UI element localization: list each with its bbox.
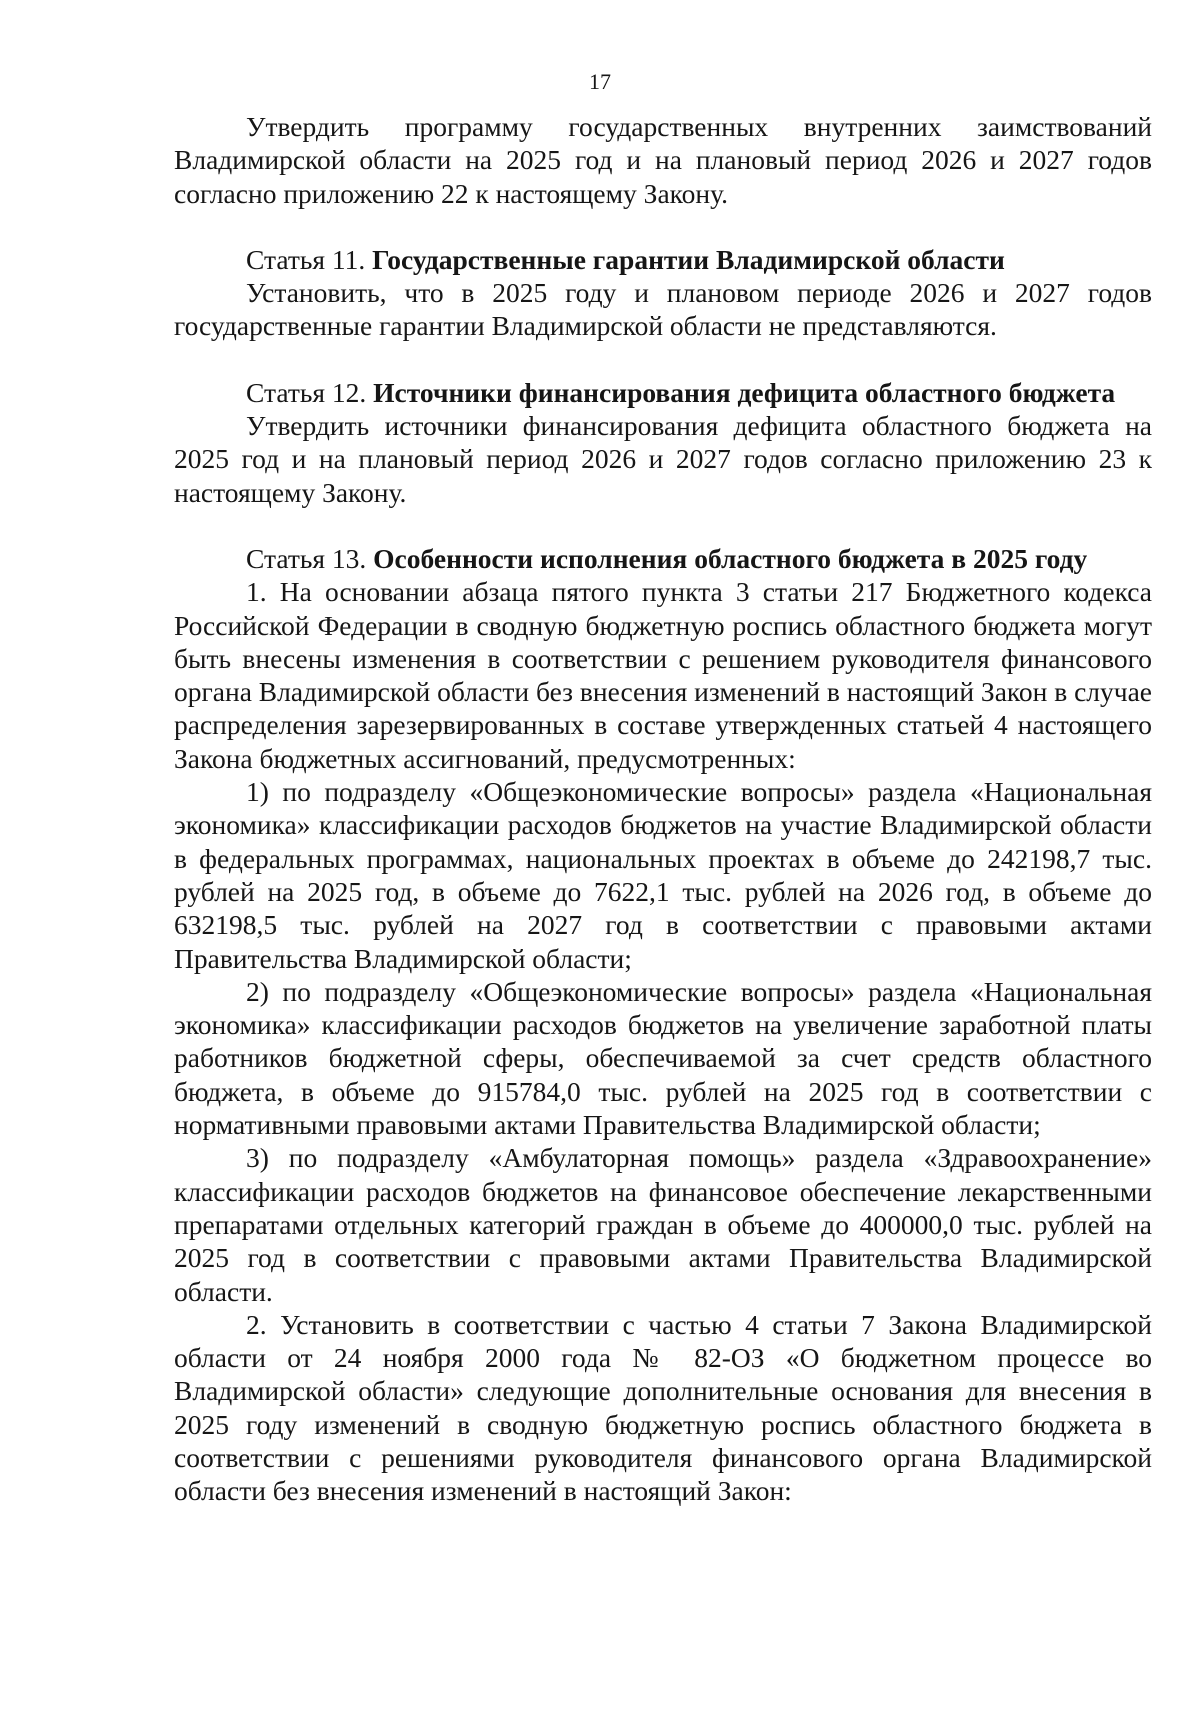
article-12-heading — [174, 376, 1152, 409]
article-13-item-3: 3) по подразделу «Амбулаторная помощь» раздела «Здравоохранение» классификации расходов бюджетов на финансовое обеспечение лекарственными препаратами отдельных категорий граждан в объеме до 400000,0 тыс. рублей на 2025 год в соответствии с правовыми актами Правительства Владимирской области. — [174, 1142, 1152, 1307]
article-12-text: Утвердить источники финансирования дефицита областного бюджета на 2025 год и на плановый период 2026 и 2027 годов согласно приложению 23 к настоящему Закону. — [174, 410, 1152, 508]
article-13-item-2: 2) по подразделу «Общеэкономические вопросы» раздела «Национальная экономика» классификации расходов бюджетов на увеличение заработной платы работников бюджетной сферы, обеспечиваемой за счет средств областного бюджета, в объеме до 915784,0 тыс. рублей на 2025 год в соответствии с нормативными правовыми актами Правительства Владимирской области; — [174, 975, 1152, 1141]
article-11-heading — [174, 243, 1152, 276]
page-number: 17 — [589, 69, 611, 94]
article-13-title: Особенности исполнения областного бюджета в 2025 году — [373, 542, 1088, 574]
article-13-paragraph-1: 1. На основании абзаца пятого пункта 3 статьи 217 Бюджетного кодекса Российской Федерации в сводную бюджетную роспись областного бюджета могут быть внесены изменения в соответствии с решением руководителя финансового органа Владимирской области без внесения изменений в настоящий Закон в случае распределения зарезервированных в составе утвержденных статьей 4 настоящего Закона бюджетных ассигнований, предусмотренных: — [174, 576, 1152, 774]
article-13-heading — [174, 542, 1152, 575]
document-body — [174, 110, 1152, 1508]
intro-paragraph: Утвердить программу государственных внутренних заимствований Владимирской области на 2025 год и на плановый период 2026 и 2027 годов согласно приложению 22 к настоящему Закону. — [174, 111, 1152, 209]
article-11-text: Установить, что в 2025 году и плановом периоде 2026 и 2027 годов государственные гарантии Владимирской области не представляются. — [174, 277, 1152, 342]
article-13-label: Статья 13. — [246, 542, 367, 574]
article-11-label: Статья 11. — [246, 243, 366, 275]
article-12-label: Статья 12. — [246, 376, 367, 408]
article-13-item-1: 1) по подразделу «Общеэкономические вопросы» раздела «Национальная экономика» классификации расходов бюджетов на участие Владимирской области в федеральных программах, национальных проектах в объеме до 242198,7 тыс. рублей на 2025 год, в объеме до 7622,1 тыс. рублей на 2026 год, в объеме до 632198,5 тыс. рублей на 2027 год в соответствии с правовыми актами Правительства Владимирской области; — [174, 776, 1152, 974]
article-11-title: Государственные гарантии Владимирской области — [372, 243, 1005, 275]
article-12-title: Источники финансирования дефицита областного бюджета — [373, 376, 1116, 408]
article-13-paragraph-2: 2. Установить в соответствии с частью 4 статьи 7 Закона Владимирской области от 24 ноября 2000 года № 82-ОЗ «О бюджетном процессе во Владимирской области» следующие дополнительные основания для внесения в 2025 году изменений в сводную бюджетную роспись областного бюджета в соответствии с решениями руководителя финансового органа Владимирской области без внесения изменений в настоящий Закон: — [174, 1308, 1152, 1507]
